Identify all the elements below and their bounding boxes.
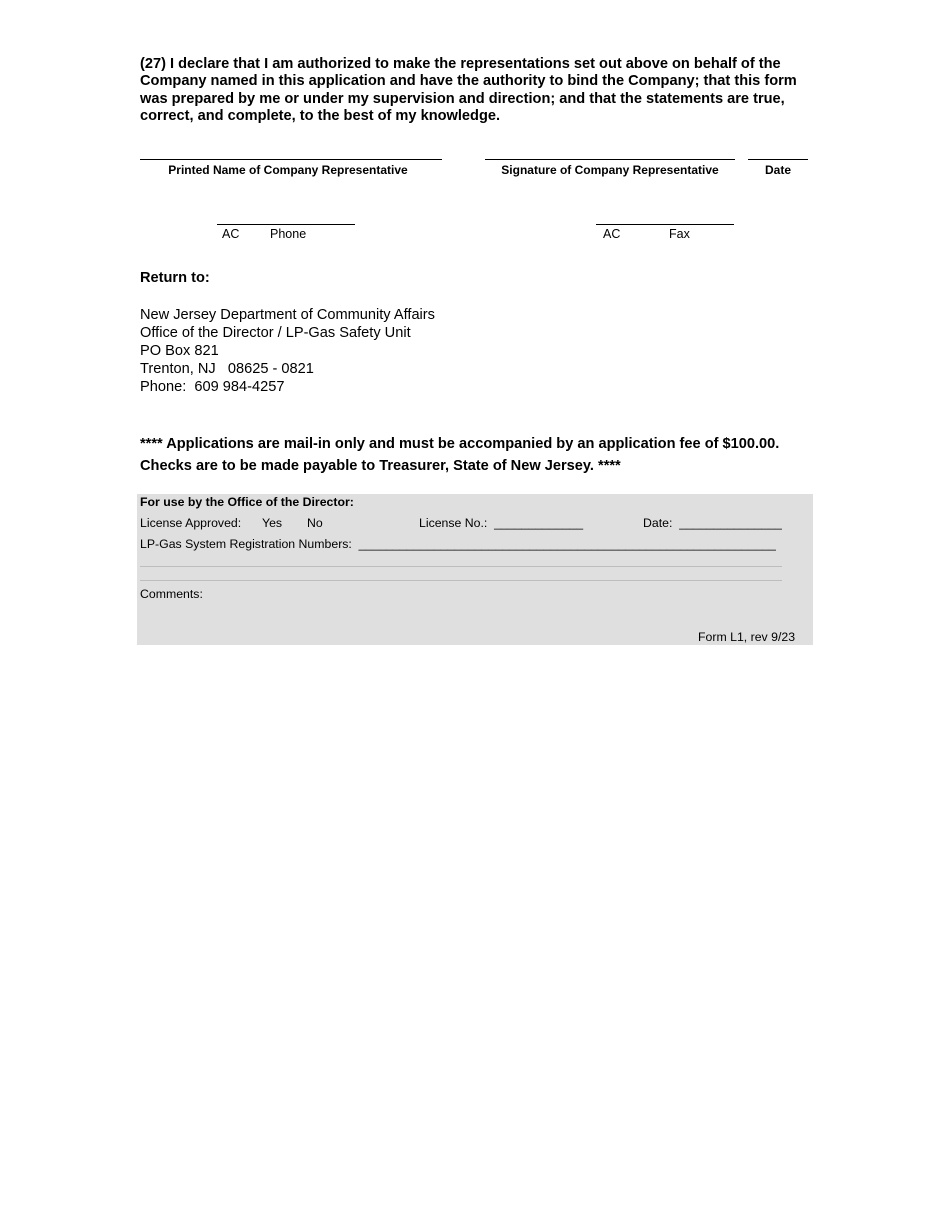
office-date-field[interactable]: Date: _______________ <box>643 516 782 530</box>
return-address <box>140 306 435 396</box>
no-option[interactable]: No <box>307 516 323 530</box>
comments-label: Comments: <box>140 587 203 601</box>
signature-label: Signature of Company Representative <box>501 163 719 177</box>
registration-line[interactable] <box>140 566 782 567</box>
fax-line[interactable] <box>596 224 734 225</box>
address-line: PO Box 821 <box>140 343 219 359</box>
signature-line[interactable] <box>485 159 735 160</box>
printed-name-label: Printed Name of Company Representative <box>168 163 408 177</box>
fax-label: Fax <box>669 227 690 241</box>
license-approved-label: License Approved: <box>140 516 242 530</box>
yes-option[interactable]: Yes <box>262 516 283 530</box>
phone-label: Phone <box>270 227 307 241</box>
form-id: Form L1, rev 9/23 <box>698 630 796 644</box>
fax-ac-label: AC <box>603 227 621 241</box>
return-to-heading: Return to: <box>140 270 210 286</box>
office-use-heading: For use by the Office of the Director: <box>140 495 354 509</box>
phone-ac-label: AC <box>222 227 240 241</box>
date-label: Date <box>764 163 791 177</box>
date-line[interactable] <box>748 159 808 160</box>
office-use-box <box>137 494 813 645</box>
registration-numbers-field[interactable]: LP-Gas System Registration Numbers: _____________________________________________________________ <box>140 537 776 551</box>
address-line: Office of the Director / LP-Gas Safety Unit <box>140 325 411 341</box>
phone-line[interactable] <box>217 224 355 225</box>
license-number-field[interactable]: License No.: _____________ <box>419 516 584 530</box>
registration-line[interactable] <box>140 580 782 581</box>
declaration-text: (27) I declare that I am authorized to make the representations set out above on behalf of the Company named in this application and have the authority to bind the Company; that this form was prepared by me or under my supervision and direction; and that the statements are true, correct, and complete, to the best of my knowledge. <box>140 56 797 124</box>
address-line: New Jersey Department of Community Affairs <box>140 307 435 323</box>
printed-name-line[interactable] <box>140 159 442 160</box>
fee-notice: **** Applications are mail-in only and must be accompanied by an application fee of $100.00. Checks are to be made payable to Treasurer, State of New Jersey. **** <box>140 436 780 474</box>
address-line: Trenton, NJ 08625 - 0821 <box>140 361 314 377</box>
address-line: Phone: 609 984-4257 <box>140 379 285 395</box>
